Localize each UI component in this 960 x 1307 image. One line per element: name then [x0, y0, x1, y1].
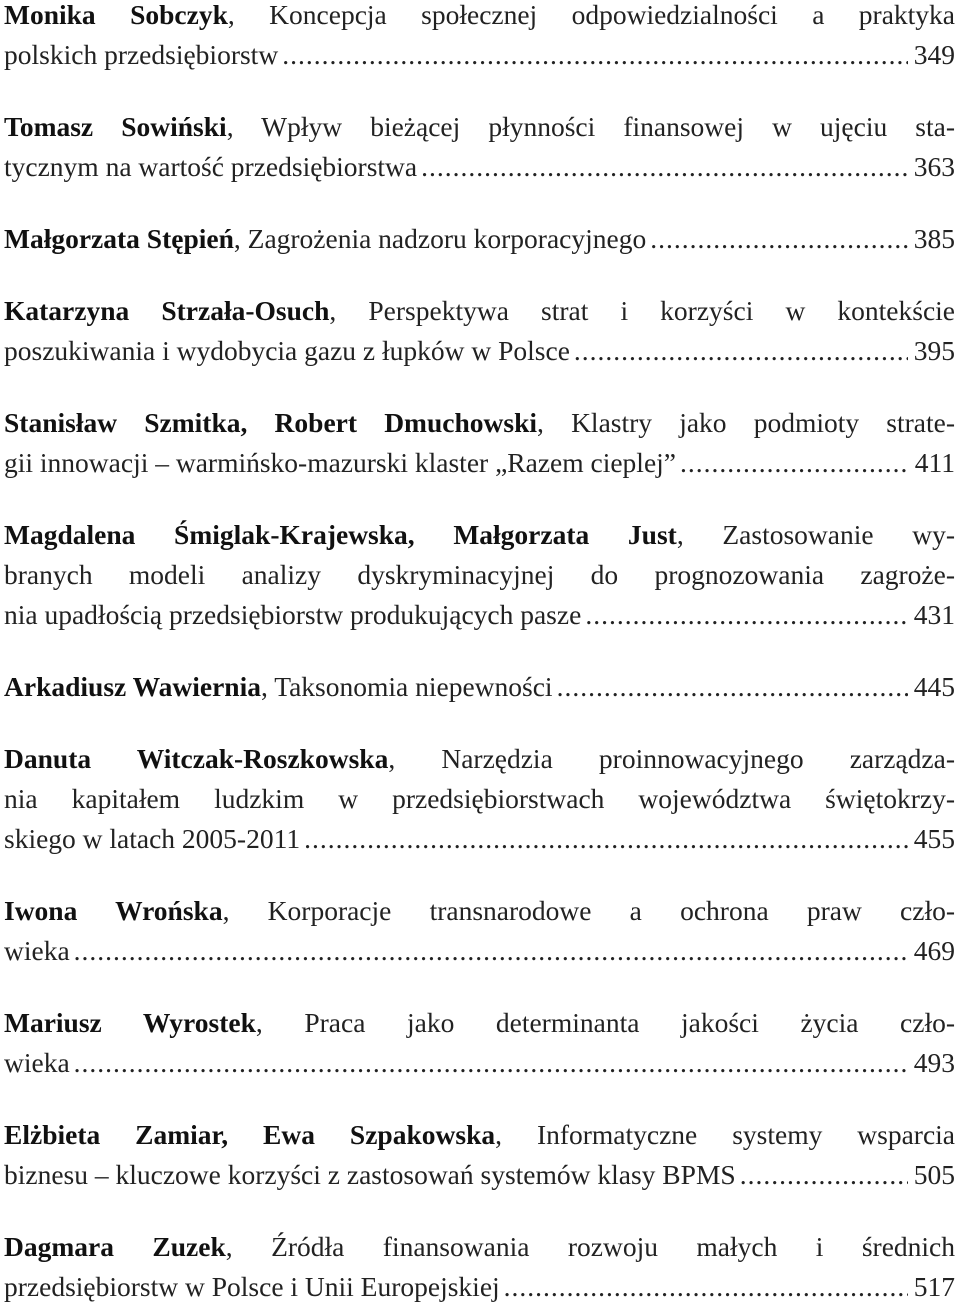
toc-entry-last-line [4, 819, 955, 859]
toc-entry-heading [4, 291, 955, 331]
toc-entry-title-line: Wpływ bieżącej płynności finansowej w ujęciu sta- [261, 111, 955, 142]
toc-entry-title-line: nia kapitałem ludzkim w przedsiębiorstwach województwa świętokrzy- [4, 783, 955, 814]
toc-entry-title-line: Źródła finansowania rozwoju małych i średnich [271, 1231, 955, 1262]
toc-entry-title-line: Klastry jako podmioty strate- [571, 407, 956, 438]
toc-entry [4, 667, 955, 707]
toc-entry [4, 1227, 955, 1307]
toc-entry-page-number: 431 [913, 599, 955, 630]
dot-leader [650, 219, 908, 259]
toc-entry-authors: Magdalena Śmiglak-Krajewska, Małgorzata Just [4, 519, 677, 550]
toc-entry-authors: Dagmara Zuzek [4, 1231, 226, 1262]
toc-entry-title-tail: biznesu – kluczowe korzyści z zastosowań systemów klasy BPMS [4, 1159, 736, 1190]
dot-leader [74, 931, 908, 971]
toc-entry-separator: , [255, 1007, 305, 1038]
toc-entry-authors: Mariusz Wyrostek [4, 1007, 256, 1038]
toc-entry-title-tail: Taksonomia niepewności [274, 671, 553, 702]
toc-entry-separator: , [537, 407, 572, 438]
toc-entry-title-tail: przedsiębiorstw w Polsce i Unii Europejskiej [4, 1271, 500, 1302]
toc-entry-title-tail: gii innowacji – warmińsko-mazurski klaster „Razem cieplej” [4, 447, 676, 478]
toc-entry-separator: , [222, 895, 268, 926]
toc-entry-last-line [4, 667, 955, 707]
toc-entry [4, 219, 955, 259]
toc-entry-title-tail: tycznym na wartość przedsiębiorstwa [4, 151, 418, 182]
toc-entry-authors: Małgorzata Stępień [4, 223, 234, 254]
toc-entry-separator: , [388, 743, 442, 774]
toc-entry-title-tail: poszukiwania i wydobycia gazu z łupków w Polsce [4, 335, 570, 366]
toc-entry-last-line [4, 219, 955, 259]
toc-entry-last-line [4, 35, 955, 75]
dot-leader [574, 331, 908, 371]
toc-entry-separator: , [225, 1231, 272, 1262]
toc-entry-title-tail: polskich przedsiębiorstw [4, 39, 279, 70]
dot-leader [557, 667, 908, 707]
toc-entry-heading [4, 739, 955, 819]
toc-entry-page-number: 363 [913, 151, 955, 182]
toc-entry-page-number: 493 [913, 1047, 955, 1078]
toc-entry [4, 291, 955, 371]
toc-entry [4, 403, 955, 483]
toc-entry-heading [4, 107, 955, 147]
toc-entry [4, 515, 955, 635]
toc-entry [4, 0, 955, 75]
toc-entry-page-number: 455 [913, 823, 955, 854]
toc-entry-title-tail: nia upadłością przedsiębiorstw produkujących pasze [4, 599, 582, 630]
dot-leader [740, 1155, 908, 1195]
toc-entry-authors: Arkadiusz Wawiernia [4, 671, 261, 702]
toc-entry [4, 739, 955, 859]
dot-leader [282, 35, 908, 75]
toc-entry-title-line: Korporacje transnarodowe a ochrona praw czło- [267, 895, 955, 926]
toc-entry [4, 1115, 955, 1195]
toc-entry-title-line: Narzędzia proinnowacyjnego zarządza- [441, 743, 956, 774]
dot-leader [304, 819, 908, 859]
dot-leader [585, 595, 907, 635]
toc-entry-heading [4, 219, 646, 259]
toc-entry-last-line [4, 331, 955, 371]
toc-entry-page-number: 411 [914, 447, 955, 478]
toc-entry-last-line [4, 595, 955, 635]
toc-entry-title-line: Praca jako determinanta jakości życia czło- [304, 1007, 955, 1038]
dot-leader [680, 443, 909, 483]
toc-entry-separator: , [329, 295, 369, 326]
toc-entry [4, 107, 955, 187]
toc-entry-page-number: 349 [913, 39, 955, 70]
toc-entry-authors: Elżbieta Zamiar, Ewa Szpakowska [4, 1119, 496, 1150]
toc-entry [4, 891, 955, 971]
toc-entry-separator: , [260, 671, 275, 702]
toc-entry-authors: Stanisław Szmitka, Robert Dmuchowski [4, 407, 538, 438]
toc-entry-page-number: 385 [913, 223, 955, 254]
toc-entry-heading [4, 667, 553, 707]
dot-leader [421, 147, 908, 187]
toc-entry-authors: Iwona Wrońska [4, 895, 223, 926]
toc-entry-authors: Tomasz Sowiński [4, 111, 227, 142]
toc-entry-authors: Katarzyna Strzała-Osuch [4, 295, 330, 326]
toc-entry-separator: , [495, 1119, 537, 1150]
toc-entry-last-line [4, 147, 955, 187]
toc-entry-title-line: Perspektywa strat i korzyści w kontekście [368, 295, 955, 326]
toc-entry-separator: , [227, 0, 270, 30]
toc-entry-title-line: Zastosowanie wy- [722, 519, 956, 550]
toc-entry-last-line [4, 1155, 955, 1195]
toc-entry-page-number: 517 [913, 1271, 955, 1302]
toc-entry-heading [4, 1003, 955, 1043]
dot-leader [74, 1043, 908, 1083]
toc-entry-last-line [4, 931, 955, 971]
toc-entry-authors: Danuta Witczak-Roszkowska [4, 743, 389, 774]
dot-leader [504, 1267, 908, 1307]
toc-entry-page-number: 395 [913, 335, 955, 366]
toc-entry-heading [4, 1115, 955, 1155]
toc-entry-title-line: branych modeli analizy dyskryminacyjnej do prognozowania zagroże- [4, 559, 955, 590]
toc-entry-separator: , [676, 519, 723, 550]
toc-entry-authors: Monika Sobczyk [4, 0, 228, 30]
toc-entry-heading [4, 1227, 955, 1267]
toc-entry-heading [4, 403, 955, 443]
toc-entry-heading [4, 891, 955, 931]
toc-entry-last-line [4, 1043, 955, 1083]
toc-entry-heading [4, 515, 955, 595]
toc-entry-title-tail: skiego w latach 2005-2011 [4, 823, 301, 854]
toc-entry-title-tail: Zagrożenia nadzoru korporacyjnego [247, 223, 647, 254]
toc-entry-separator: , [226, 111, 262, 142]
toc-entry-page-number: 469 [913, 935, 955, 966]
toc-entry-heading [4, 0, 955, 35]
toc-entry-last-line [4, 443, 955, 483]
toc-entry [4, 1003, 955, 1083]
toc-entry-page-number: 505 [913, 1159, 955, 1190]
toc-entry-last-line [4, 1267, 955, 1307]
toc-entry-title-line: Koncepcja społecznej odpowiedzialności a praktyka [269, 0, 956, 30]
toc-entry-title-line: Informatyczne systemy wsparcia [536, 1119, 955, 1150]
toc-entry-title-tail: wieka [4, 1047, 70, 1078]
toc-entry-page-number: 445 [913, 671, 955, 702]
toc-entry-separator: , [233, 223, 248, 254]
toc-entry-title-tail: wieka [4, 935, 70, 966]
